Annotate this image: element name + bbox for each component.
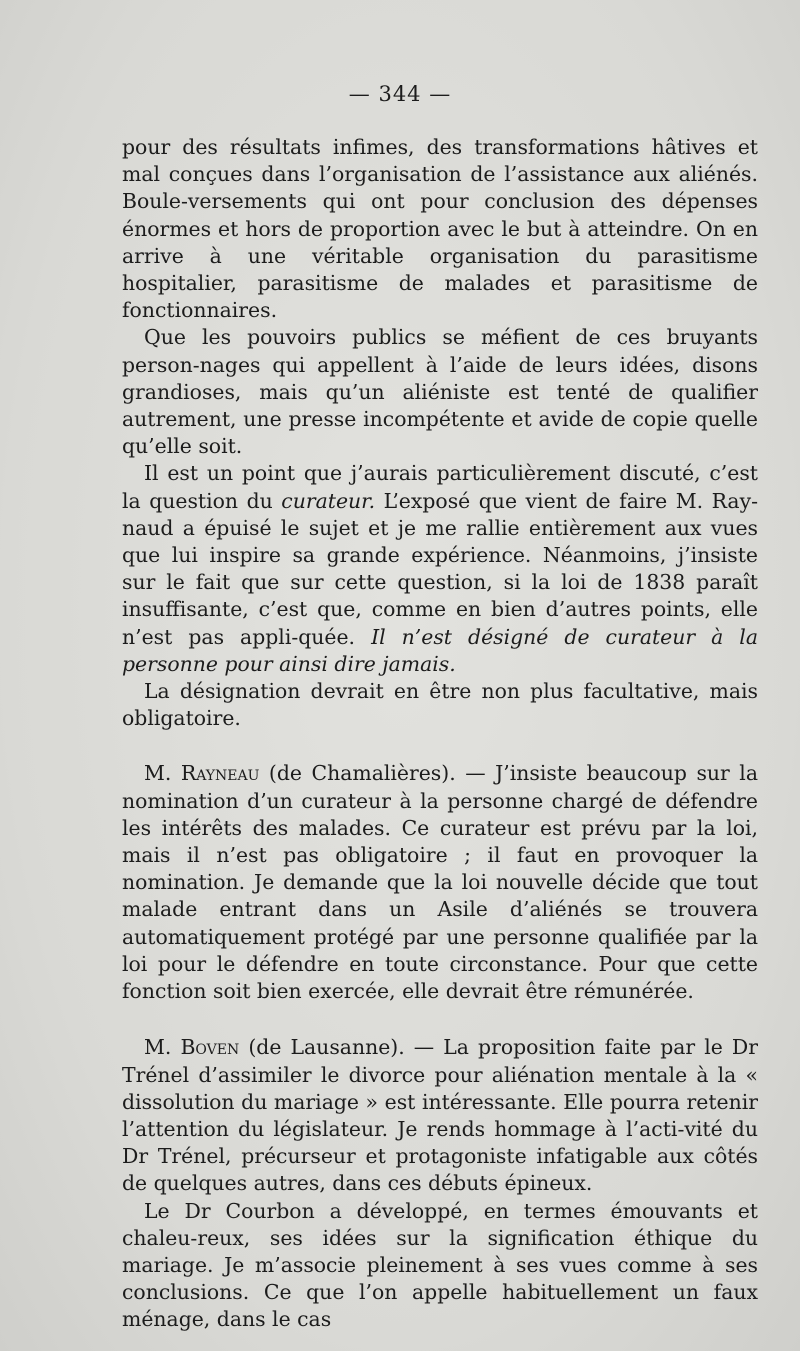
page-number: — 344 — (348, 82, 452, 106)
speaker-name-rayneau: Rayneau (180, 761, 260, 786)
speaker-prefix: M. (144, 761, 181, 786)
paragraph-4: La désignation devrait en être non plus facultative, mais obligatoire. (122, 679, 758, 731)
section-gap (122, 732, 758, 760)
speaker-prefix: M. (144, 1035, 181, 1060)
paragraph-3 (122, 460, 758, 678)
paragraph-2: Que les pouvoirs publics se méfient de ces bruyants person-nages qui appellent à l’aide de leurs idées, disons grandioses, mais qu’un aliéniste est tenté de qualifier autrement, une presse incompétente et avide de copie quelle qu’elle soit. (122, 325, 758, 459)
speech-boven-body: (de Lausanne). — La proposition faite par le Dr Trénel d’assimiler le divorce pour aliénation mentale à la « dissolution du mariage » est intéressante. Elle pourra retenir l’attention du législateur. Je rends hommage à l’acti-vité du Dr Trénel, précurseur et protagoniste infatigable aux côtés de quelques autres, dans ces débuts épineux. (122, 1035, 759, 1196)
speech-rayneau (122, 760, 758, 1005)
section-gap (122, 1005, 758, 1034)
speaker-name-boven: Boven (180, 1035, 240, 1060)
paragraph-3-italic-sentence: Il n’est désigné de curateur à la personne pour ainsi dire jamais. (122, 624, 758, 676)
paragraph-courbon: Le Dr Courbon a développé, en termes émouvants et chaleu-reux, ses idées sur la signification éthique du mariage. Je m’associe pleinement à ses vues comme à ses conclusions. Ce que l’on appelle habituellement un faux ménage, dans le cas (122, 1198, 758, 1332)
paragraph-3-text-c: L’exposé que vient de faire M. Ray-naud a épuisé le sujet et je me rallie entièrement aux vues que lui inspire sa grande expérience. Néanmoins, j’insiste sur le fait que sur cette question, si la loi de 1838 paraît insuffisante, c’est que, comme en bien d’autres points, elle n’est pas appli-quée. (122, 488, 758, 649)
body-text (122, 134, 758, 1334)
paragraph-1: pour des résultats infimes, des transformations hâtives et mal conçues dans l’organisation de l’assistance aux aliénés. Boule-versements qui ont pour conclusion des dépenses énormes et hors de proportion avec le but à atteindre. On en arrive à une véritable organisation du parasitisme hospitalier, parasitisme de malades et parasitisme de fonctionnaires. (122, 135, 758, 323)
paragraph-3-italic-curateur: curateur. (281, 488, 376, 513)
speech-boven (122, 1034, 758, 1197)
speech-rayneau-body: (de Chamalières). — J’insiste beaucoup sur la nomination d’un curateur à la personne chargé de défendre les intérêts des malades. Ce curateur est prévu par la loi, mais il n’est pas obligatoire ; il faut en provoquer la nomination. Je demande que la loi nouvelle décide que tout malade entrant dans un Asile d’aliénés se trouvera automatiquement protégé par une personne qualifiée par la loi pour le défendre en toute circonstance. Pour que cette fonction soit bien exercée, elle devrait être rémunérée. (122, 761, 758, 1004)
paragraph-3-text-a: Il est un point que j’aurais particulièrement discuté, c’est la question du (122, 461, 758, 513)
